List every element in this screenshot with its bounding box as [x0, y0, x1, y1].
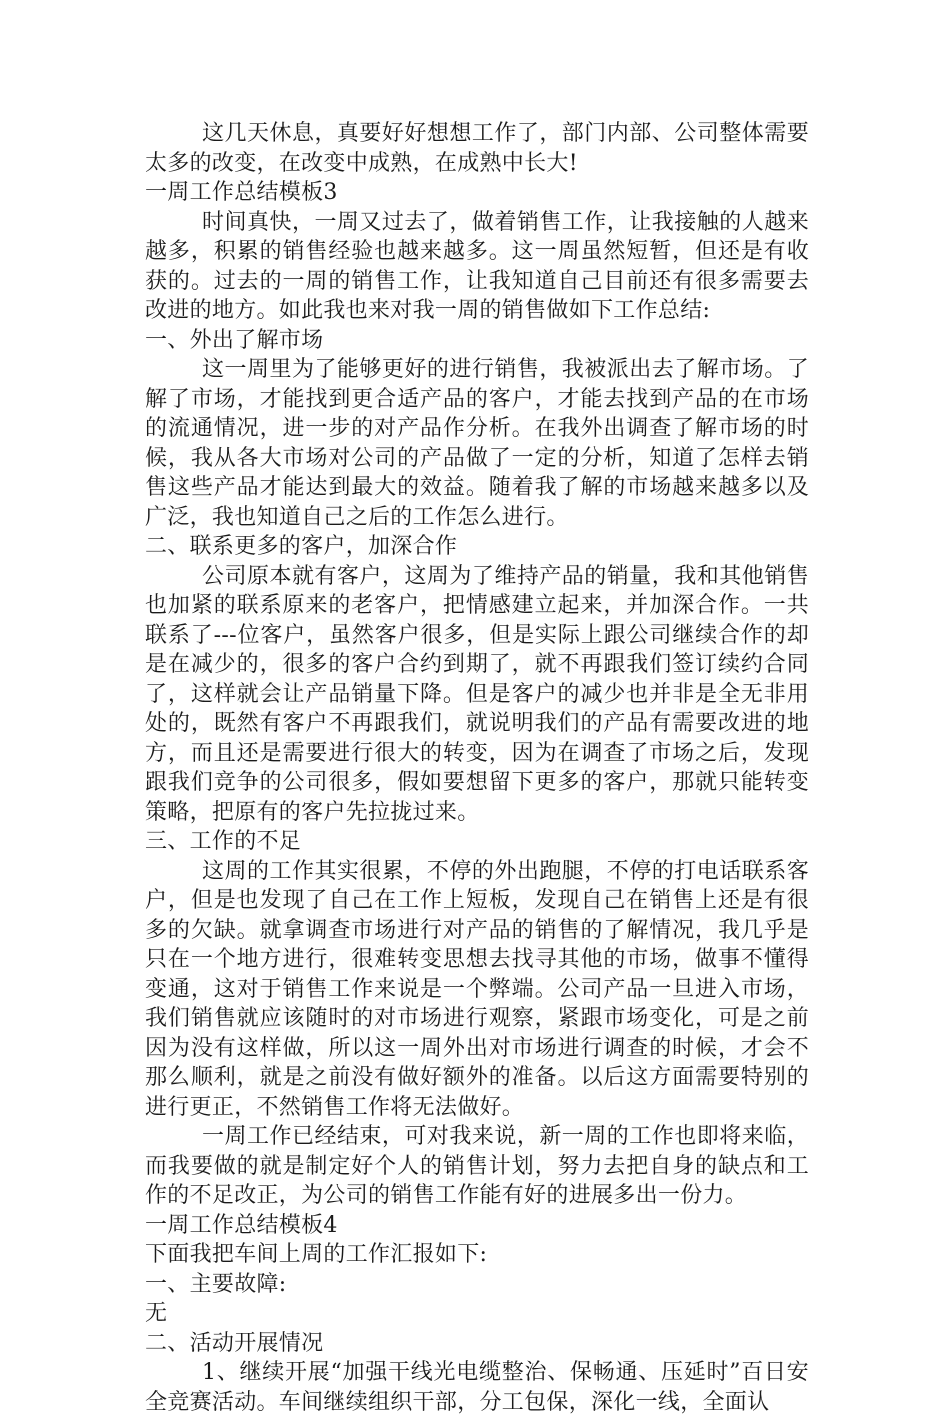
intro-line: 下面我把车间上周的工作汇报如下:	[145, 1242, 488, 1267]
paragraph: 这一周里为了能够更好的进行销售，我被派出去了解市场。了解了市场，才能找到更合适产品的客户，才能去找到产品的在市场的流通情况，进一步的对产品作分析。在我外出调查了解市场的时候，我从各大市场对公司的产品做了一定的分析，知道了怎样去销售这些产品才能达到最大的效益。随着我了解的市场越来越多以及广泛，我也知道自己之后的工作怎么进行。	[145, 357, 809, 530]
document-body	[145, 119, 809, 1417]
section-heading: 三、工作的不足	[145, 829, 302, 854]
paragraph: 1、继续开展“加强干线光电缆整治、保畅通、压延时”百日安全竞赛活动。车间继续组织干部，分工包保，深化一线，全面认	[145, 1360, 809, 1415]
section-heading: 二、活动开展情况	[145, 1330, 324, 1356]
paragraph: 无	[145, 1301, 168, 1326]
paragraph: 一周工作已经结束，可对我来说，新一周的工作也即将来临，而我要做的就是制定好个人的销售计划，努力去把自身的缺点和工作的不足改正，为公司的销售工作能有好的进展多出一份力。	[145, 1124, 809, 1208]
section-heading: 二、联系更多的客户，加深合作	[145, 534, 458, 559]
section-title: 一周工作总结模板3	[145, 180, 338, 205]
paragraph: 公司原本就有客户，这周为了维持产品的销量，我和其他销售也加紧的联系原来的老客户，把情感建立起来，并加深合作。一共联系了---位客户，虽然客户很多，但是实际上跟公司继续合作的却是在减少的，很多的客户合约到期了，就不再跟我们签订续约合同了，这样就会让产品销量下降。但是客户的减少也并非是全无非用处的，既然有客户不再跟我们，就说明我们的产品有需要改进的地方，而且还是需要进行很大的转变，因为在调查了市场之后，发现跟我们竞争的公司很多，假如要想留下更多的客户，那就只能转变策略，把原有的客户先拉拢过来。	[145, 563, 809, 825]
section-heading: 一、外出了解市场	[145, 327, 324, 353]
section-heading: 一、主要故障:	[145, 1271, 287, 1297]
paragraph: 这周的工作其实很累，不停的外出跑腿，不停的打电话联系客户，但是也发现了自己在工作上短板，发现自己在销售上还是有很多的欠缺。就拿调查市场进行对产品的销售的了解情况，我几乎是只在一个地方进行，很难转变思想去找寻其他的市场，做事不懂得变通，这对于销售工作来说是一个弊端。公司产品一旦进入市场，我们销售就应该随时的对市场进行观察，紧跟市场变化，可是之前因为没有这样做，所以这一周外出对市场进行调查的时候，才会不那么顺利，就是之前没有做好额外的准备。以后这方面需要特别的进行更正，不然销售工作将无法做好。	[145, 858, 809, 1120]
paragraph: 时间真快，一周又过去了，做着销售工作，让我接触的人越来越多，积累的销售经验也越来越多。这一周虽然短暂，但还是有收获的。过去的一周的销售工作，让我知道自己目前还有很多需要去改进的地方。如此我也来对我一周的销售做如下工作总结:	[145, 209, 809, 323]
paragraph: 这几天休息，真要好好想想工作了，部门内部、公司整体需要太多的改变，在改变中成熟，在成熟中长大!	[145, 121, 809, 176]
section-title: 一周工作总结模板4	[145, 1212, 338, 1238]
